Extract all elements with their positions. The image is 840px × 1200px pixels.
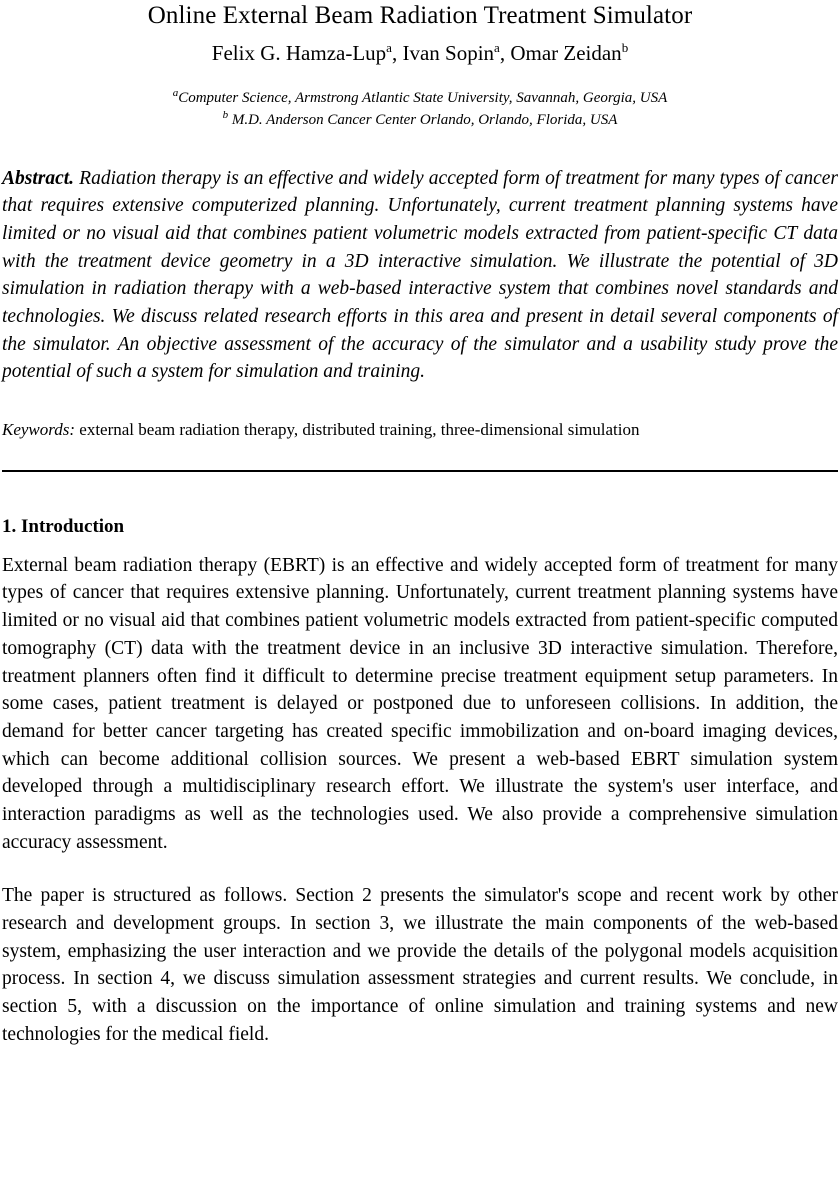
affiliation-text: Computer Science, Armstrong Atlantic State University, Savannah, Georgia, USA bbox=[178, 90, 668, 106]
abstract-block bbox=[2, 165, 838, 387]
author-affiliation-marker: a bbox=[494, 40, 500, 55]
section-heading-introduction: 1. Introduction bbox=[2, 515, 125, 537]
affiliation-item bbox=[2, 86, 838, 108]
keywords-text: external beam radiation therapy, distributed training, three-dimensional simulation bbox=[75, 420, 640, 439]
page-title: Online External Beam Radiation Treatment Simulator bbox=[147, 2, 693, 29]
author-name: Ivan Sopin bbox=[402, 41, 495, 65]
keywords-block bbox=[2, 418, 838, 442]
affiliation-item bbox=[2, 108, 838, 130]
paragraph: The paper is structured as follows. Section 2 presents the simulator's scope and recent work by other research and development groups. In section 3, we illustrate the main components of the web-based system, emphasizing the user interaction and we provide the details of the polygonal models acquisition process. In section 4, we discuss simulation assessment strategies and current results. We conclude, in section 5, with a discussion on the importance of online simulation and training systems and new technologies for the medical field. bbox=[2, 885, 838, 1045]
keywords-label: Keywords: bbox=[2, 420, 76, 439]
abstract-label: Abstract. bbox=[2, 167, 75, 189]
author-name: Omar Zeidan bbox=[510, 41, 622, 65]
author-affiliation-marker: a bbox=[386, 40, 392, 55]
affiliation-marker: b bbox=[222, 109, 229, 122]
horizontal-rule bbox=[2, 470, 838, 472]
affiliation-list bbox=[2, 86, 838, 131]
affiliation-text: M.D. Anderson Cancer Center Orlando, Orlando, Florida, USA bbox=[231, 112, 618, 129]
author-affiliation-marker: b bbox=[621, 40, 629, 55]
affiliation-marker: a bbox=[172, 87, 179, 99]
paragraph: External beam radiation therapy (EBRT) is an effective and widely accepted form of treatment for many types of cancer that requires extensive planning. Unfortunately, current treatment planning systems have limited or no visual aid that combines patient volumetric models extracted from patient-specific computed tomography (CT) data with the treatment device in an inclusive 3D interactive simulation. Therefore, treatment planners often find it difficult to determine precise treatment equipment setup parameters. In some cases, patient treatment is delayed or postponed due to unforeseen collisions. In addition, the demand for better cancer targeting has created specific immobilization and on-board imaging devices, which can become additional collision sources. We present a web-based EBRT simulation system developed through a multidisciplinary research effort. We illustrate the system's user interface, and interaction paradigms as well as the technologies used. We also provide a comprehensive simulation accuracy assessment. bbox=[2, 554, 838, 853]
author-name: Felix G. Hamza-Lup bbox=[211, 41, 387, 65]
author-list: Felix G. Hamza-Lup$^a$, Ivan Sopin$^a$, Omar Zeidan$^b$ bbox=[211, 40, 629, 65]
abstract-text: Radiation therapy is an effective and widely accepted form of treatment for many types of cancer that requires extensive computerized planning. Unfortunately, current treatment planning systems have limited or no visual aid that combines patient volumetric models extracted from patient-specific CT data with the treatment device geometry in a 3D interactive simulation. We illustrate the potential of 3D simulation in radiation therapy with a web-based interactive system that combines novel standards and technologies. We discuss related research efforts in this area and present in detail several components of the simulator. An objective assessment of the accuracy of the simulator and a usability study prove the potential of such a system for simulation and training. bbox=[2, 167, 839, 383]
